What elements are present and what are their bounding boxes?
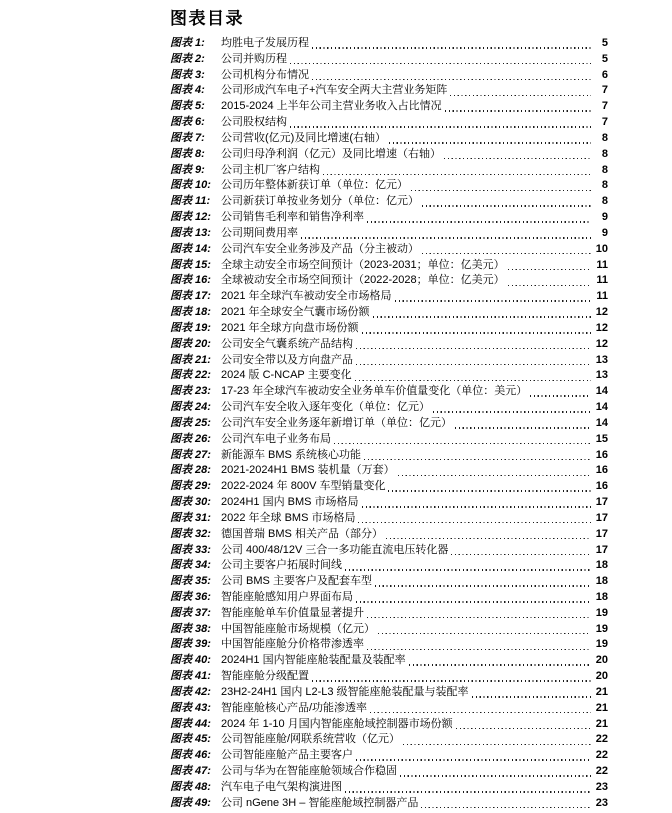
toc-entry-label: 图表 41:	[170, 670, 211, 683]
toc-entry-page: 9	[601, 211, 608, 224]
toc-entry[interactable]	[170, 163, 608, 179]
toc-entry[interactable]	[170, 463, 608, 479]
toc-entry-page: 18	[595, 575, 608, 588]
dot-leader	[403, 744, 591, 746]
toc-entry[interactable]	[170, 210, 608, 226]
toc-entry-title: 公司 400/48/12V 三合一多功能直流电压转化器	[221, 543, 449, 556]
toc-entry-title: 公司智能座舱产品主要客户	[221, 749, 353, 762]
dot-leader	[312, 47, 591, 49]
toc-entry-label: 图表 27:	[170, 448, 211, 461]
toc-entry-page: 11	[596, 274, 608, 287]
dot-leader	[367, 649, 591, 651]
toc-entry-label: 图表 12:	[170, 211, 211, 224]
toc-entry-label: 图表 45:	[170, 733, 211, 746]
toc-entry-title: 公司汽车安全业务逐年新增订单（单位：亿元）	[221, 416, 452, 429]
toc-entry[interactable]	[170, 99, 608, 115]
toc-entry[interactable]	[170, 36, 608, 52]
toc-entry-title: 公司 BMS 主要客户及配套车型	[221, 575, 372, 588]
toc-entry[interactable]	[170, 400, 608, 416]
toc-entry-page: 10	[595, 242, 608, 255]
toc-entry-title: 公司安全带以及方向盘产品	[221, 353, 353, 366]
toc-entry-title: 公司主要客户拓展时间线	[221, 559, 342, 572]
dot-leader	[345, 569, 591, 571]
toc-entry-label: 图表 34:	[170, 559, 211, 572]
toc-entry[interactable]	[170, 701, 608, 717]
toc-entry[interactable]	[170, 68, 608, 84]
toc-entry-page: 19	[595, 606, 608, 619]
dot-leader	[450, 95, 591, 97]
dot-leader	[445, 110, 591, 112]
toc-entry-label: 图表 48:	[170, 780, 211, 793]
toc-entry[interactable]	[170, 321, 608, 337]
dot-leader	[373, 316, 591, 318]
toc-entry-page: 15	[595, 432, 608, 445]
toc-entry[interactable]	[170, 448, 608, 464]
toc-entry-title: 2021 年全球安全气囊市场份额	[221, 306, 370, 319]
dot-leader	[367, 617, 591, 619]
toc-entry[interactable]	[170, 574, 608, 590]
toc-entry-page: 11	[596, 258, 608, 271]
toc-entry-label: 图表 22:	[170, 369, 211, 382]
toc-entry-title: 2024H1 国内 BMS 市场格局	[221, 496, 359, 509]
toc-entry[interactable]	[170, 258, 608, 274]
dot-leader	[472, 696, 591, 698]
dot-leader	[355, 380, 591, 382]
toc-entry-title: 公司智能座舱/网联系统营收（亿元）	[221, 733, 401, 746]
toc-entry[interactable]	[170, 416, 608, 432]
toc-entry[interactable]	[170, 527, 608, 543]
toc-entry-label: 图表 8:	[170, 147, 205, 160]
toc-entry-title: 公司历年整体新获订单（单位：亿元）	[221, 179, 408, 192]
toc-entry-page: 12	[595, 337, 608, 350]
toc-entry-title: 公司汽车安全业务涉及产品（分主被动）	[221, 242, 419, 255]
toc-entry-label: 图表 19:	[170, 321, 211, 334]
toc-entry-title: 公司安全气囊系统产品结构	[221, 337, 353, 350]
dot-leader	[312, 680, 591, 682]
toc-entry-label: 图表 28:	[170, 464, 211, 477]
toc-entry-page: 19	[595, 638, 608, 651]
toc-entry-page: 5	[601, 52, 608, 65]
toc-entry-page: 23	[595, 796, 608, 809]
dot-leader	[334, 443, 591, 445]
dot-leader	[400, 775, 591, 777]
toc-entry-page: 6	[601, 68, 608, 81]
toc-entry-page: 17	[595, 511, 608, 524]
toc-entry[interactable]	[170, 131, 608, 147]
toc-entry-title: 公司股权结构	[221, 116, 287, 129]
toc-entry-label: 图表 35:	[170, 575, 211, 588]
dot-leader	[356, 348, 591, 350]
toc-entry-title: 全球主动安全市场空间预计（2023-2031；单位：亿美元）	[221, 258, 505, 271]
toc-entry-page: 23	[595, 780, 608, 793]
toc-entry[interactable]	[170, 52, 608, 68]
toc-entry-title: 2024 年 1-10 月国内智能座舱域控制器市场份额	[221, 717, 453, 730]
toc-entry-page: 8	[601, 163, 608, 176]
toc-entry-label: 图表 3:	[170, 68, 205, 81]
toc-entry[interactable]	[170, 637, 608, 653]
dot-leader	[362, 506, 591, 508]
toc-entry-page: 21	[595, 701, 608, 714]
toc-entry-label: 图表 23:	[170, 385, 211, 398]
toc-entry-label: 图表 49:	[170, 796, 211, 809]
toc-entry[interactable]	[170, 653, 608, 669]
dot-leader	[451, 554, 591, 556]
dot-leader	[530, 395, 591, 397]
dot-leader	[356, 364, 591, 366]
toc-entry-label: 图表 37:	[170, 606, 211, 619]
toc-entry-page: 5	[601, 37, 608, 49]
toc-entry[interactable]	[170, 717, 608, 733]
toc-entry-label: 图表 20:	[170, 337, 211, 350]
toc-entry[interactable]	[170, 543, 608, 559]
toc-list	[170, 36, 608, 812]
toc-entry-page: 8	[601, 195, 608, 208]
toc-entry-title: 17-23 年全球汽车被动安全业务单车价值量变化（单位：美元）	[221, 385, 528, 398]
toc-entry[interactable]	[170, 305, 608, 321]
toc-entry-title: 智能座舱分级配置	[221, 670, 309, 683]
toc-entry-title: 2022 年全球 BMS 市场格局	[221, 511, 356, 524]
toc-entry-title: 23H2-24H1 国内 L2-L3 级智能座舱装配量与装配率	[221, 685, 469, 698]
dot-leader	[362, 332, 591, 334]
toc-entry-label: 图表 46:	[170, 749, 211, 762]
toc-entry[interactable]	[170, 796, 608, 812]
toc-entry-page: 9	[601, 226, 608, 239]
dot-leader	[433, 411, 591, 413]
toc-entry-label: 图表 15:	[170, 258, 211, 271]
toc-entry[interactable]	[170, 242, 608, 258]
toc-entry-page: 22	[595, 733, 608, 746]
dot-leader	[364, 459, 591, 461]
toc-entry[interactable]	[170, 289, 608, 305]
toc-entry-page: 18	[595, 559, 608, 572]
page-title: 图表目录	[170, 9, 244, 28]
dot-leader	[422, 205, 591, 207]
dot-leader	[508, 285, 591, 287]
toc-entry-page: 11	[596, 290, 608, 303]
dot-leader	[356, 759, 591, 761]
toc-entry-page: 13	[595, 353, 608, 366]
dot-leader	[370, 712, 591, 714]
toc-entry-page: 16	[595, 480, 608, 493]
toc-entry-label: 图表 31:	[170, 511, 211, 524]
toc-entry-label: 图表 47:	[170, 765, 211, 778]
dot-leader	[312, 79, 591, 81]
toc-entry-title: 公司汽车安全收入逐年变化（单位：亿元）	[221, 401, 430, 414]
toc-entry-page: 7	[601, 84, 608, 97]
toc-entry-title: 公司新获订单按业务划分（单位：亿元）	[221, 195, 419, 208]
toc-entry-label: 图表 16:	[170, 274, 211, 287]
toc-entry-page: 21	[595, 685, 608, 698]
toc-entry-label: 图表 2:	[170, 52, 205, 65]
toc-entry[interactable]	[170, 432, 608, 448]
toc-entry-label: 图表 29:	[170, 480, 211, 493]
toc-entry-label: 图表 43:	[170, 701, 211, 714]
toc-entry[interactable]	[170, 495, 608, 511]
toc-entry-page: 8	[601, 179, 608, 192]
toc-entry-label: 图表 1:	[170, 37, 205, 49]
toc-entry-label: 图表 39:	[170, 638, 211, 651]
dot-leader	[398, 475, 591, 477]
toc-entry-label: 图表 11:	[170, 195, 211, 208]
toc-entry-page: 16	[595, 448, 608, 461]
dot-leader	[508, 269, 591, 271]
toc-entry[interactable]	[170, 748, 608, 764]
toc-entry-label: 图表 26:	[170, 432, 211, 445]
dot-leader	[444, 158, 591, 160]
toc-entry[interactable]	[170, 337, 608, 353]
toc-entry-label: 图表 25:	[170, 416, 211, 429]
toc-entry-page: 16	[595, 464, 608, 477]
dot-leader	[386, 538, 591, 540]
dot-leader	[411, 190, 591, 192]
toc-entry-label: 图表 4:	[170, 84, 205, 97]
dot-leader	[455, 427, 591, 429]
toc-entry-page: 14	[595, 401, 608, 414]
toc-entry-page: 17	[595, 543, 608, 556]
toc-entry-title: 公司营收(亿元)及同比增速(右轴）	[221, 131, 386, 144]
toc-entry-title: 2022-2024 年 800V 车型销量变化	[221, 480, 386, 493]
toc-entry-label: 图表 30:	[170, 496, 211, 509]
toc-entry-title: 公司形成汽车电子+汽车安全两大主营业务矩阵	[221, 84, 448, 97]
toc-entry[interactable]	[170, 368, 608, 384]
toc-entry-page: 12	[595, 321, 608, 334]
dot-leader	[290, 63, 591, 65]
toc-entry-title: 中国智能座舱分价格带渗透率	[221, 638, 364, 651]
dot-leader	[358, 522, 591, 524]
toc-entry[interactable]	[170, 780, 608, 796]
toc-entry-title: 全球被动安全市场空间预计（2022-2028；单位：亿美元）	[221, 274, 505, 287]
toc-entry-label: 图表 18:	[170, 306, 211, 319]
dot-leader	[375, 585, 591, 587]
toc-entry-label: 图表 14:	[170, 242, 211, 255]
dot-leader	[421, 807, 591, 809]
toc-entry-title: 德国普瑞 BMS 相关产品（部分）	[221, 527, 383, 540]
toc-entry[interactable]	[170, 178, 608, 194]
toc-entry-page: 8	[601, 131, 608, 144]
toc-entry[interactable]	[170, 353, 608, 369]
dot-leader	[456, 728, 591, 730]
toc-entry-page: 12	[595, 306, 608, 319]
dot-leader	[395, 300, 591, 302]
dot-leader	[422, 253, 591, 255]
toc-entry-page: 22	[595, 765, 608, 778]
toc-entry[interactable]	[170, 115, 608, 131]
toc-entry-page: 7	[601, 100, 608, 113]
toc-entry-page: 20	[595, 670, 608, 683]
toc-entry-title: 智能座舱单车价值量显著提升	[221, 606, 364, 619]
toc-entry[interactable]	[170, 83, 608, 99]
toc-entry-label: 图表 9:	[170, 163, 205, 176]
dot-leader	[389, 142, 591, 144]
toc-entry-title: 公司并购历程	[221, 52, 287, 65]
toc-entry-title: 2015-2024 上半年公司主营业务收入占比情况	[221, 100, 442, 113]
dot-leader	[409, 664, 591, 666]
toc-entry-title: 公司期间费用率	[221, 226, 298, 239]
toc-entry[interactable]	[170, 685, 608, 701]
toc-entry-page: 14	[595, 416, 608, 429]
toc-entry-title: 中国智能座舱市场规模（亿元）	[221, 622, 375, 635]
toc-entry-label: 图表 10:	[170, 179, 211, 192]
toc-entry-label: 图表 6:	[170, 116, 205, 129]
toc-entry-title: 公司汽车电子业务布局	[221, 432, 331, 445]
toc-entry[interactable]	[170, 558, 608, 574]
toc-section	[170, 0, 608, 812]
toc-entry-title: 智能座舱核心产品/功能渗透率	[221, 701, 368, 714]
toc-entry[interactable]	[170, 732, 608, 748]
toc-entry-label: 图表 17:	[170, 290, 211, 303]
toc-entry-label: 图表 13:	[170, 226, 211, 239]
toc-entry[interactable]	[170, 622, 608, 638]
toc-entry[interactable]	[170, 606, 608, 622]
toc-entry-label: 图表 40:	[170, 654, 211, 667]
toc-entry-title: 2024 版 C-NCAP 主要变化	[221, 369, 352, 382]
toc-entry-label: 图表 21:	[170, 353, 211, 366]
dot-leader	[290, 126, 591, 128]
toc-entry-page: 8	[601, 147, 608, 160]
toc-entry[interactable]	[170, 590, 608, 606]
dot-leader	[378, 633, 591, 635]
dot-leader	[323, 174, 591, 176]
toc-entry-page: 18	[595, 590, 608, 603]
toc-entry-label: 图表 36:	[170, 590, 211, 603]
dot-leader	[345, 791, 591, 793]
toc-entry[interactable]	[170, 479, 608, 495]
toc-entry-title: 公司机构分布情况	[221, 68, 309, 81]
toc-entry[interactable]	[170, 194, 608, 210]
toc-entry-title: 2024H1 国内智能座舱装配量及装配率	[221, 654, 406, 667]
toc-entry-title: 均胜电子发展历程	[221, 37, 309, 49]
toc-entry-label: 图表 33:	[170, 543, 211, 556]
toc-entry-page: 19	[595, 622, 608, 635]
toc-entry[interactable]	[170, 273, 608, 289]
toc-entry-label: 图表 38:	[170, 622, 211, 635]
toc-entry-page: 22	[595, 749, 608, 762]
toc-entry-label: 图表 7:	[170, 131, 205, 144]
toc-entry[interactable]	[170, 764, 608, 780]
toc-entry-title: 公司主机厂客户结构	[221, 163, 320, 176]
toc-entry-title: 新能源车 BMS 系统核心功能	[221, 448, 361, 461]
dot-leader	[301, 237, 591, 239]
toc-entry-label: 图表 32:	[170, 527, 211, 540]
toc-entry-page: 7	[601, 116, 608, 129]
toc-entry[interactable]	[170, 511, 608, 527]
toc-entry-page: 21	[595, 717, 608, 730]
dot-leader	[367, 221, 591, 223]
toc-entry[interactable]	[170, 226, 608, 242]
toc-entry-page: 13	[595, 369, 608, 382]
dot-leader	[388, 490, 591, 492]
dot-leader	[356, 601, 591, 603]
toc-entry-page: 17	[595, 496, 608, 509]
toc-entry-label: 图表 42:	[170, 685, 211, 698]
toc-entry[interactable]	[170, 384, 608, 400]
toc-entry-page: 17	[595, 527, 608, 540]
toc-entry-label: 图表 5:	[170, 100, 205, 113]
toc-entry-page: 14	[595, 385, 608, 398]
toc-entry-title: 公司 nGene 3H – 智能座舱域控制器产品	[221, 796, 419, 809]
toc-entry-title: 公司与华为在智能座舱领域合作稳固	[221, 765, 397, 778]
toc-entry-label: 图表 24:	[170, 401, 211, 414]
toc-entry-title: 2021-2024H1 BMS 装机量（万套）	[221, 464, 395, 477]
toc-entry-title: 公司归母净利润（亿元）及同比增速（右轴）	[221, 147, 441, 160]
toc-entry-title: 智能座舱感知用户界面布局	[221, 590, 353, 603]
toc-entry[interactable]	[170, 669, 608, 685]
toc-entry-title: 公司销售毛利率和销售净利率	[221, 211, 364, 224]
toc-entry-title: 汽车电子电气架构演进图	[221, 780, 342, 793]
toc-entry-label: 图表 44:	[170, 717, 211, 730]
toc-entry-title: 2021 年全球方向盘市场份额	[221, 321, 359, 334]
toc-entry-page: 20	[595, 654, 608, 667]
toc-entry[interactable]	[170, 147, 608, 163]
toc-entry-title: 2021 年全球汽车被动安全市场格局	[221, 290, 392, 303]
